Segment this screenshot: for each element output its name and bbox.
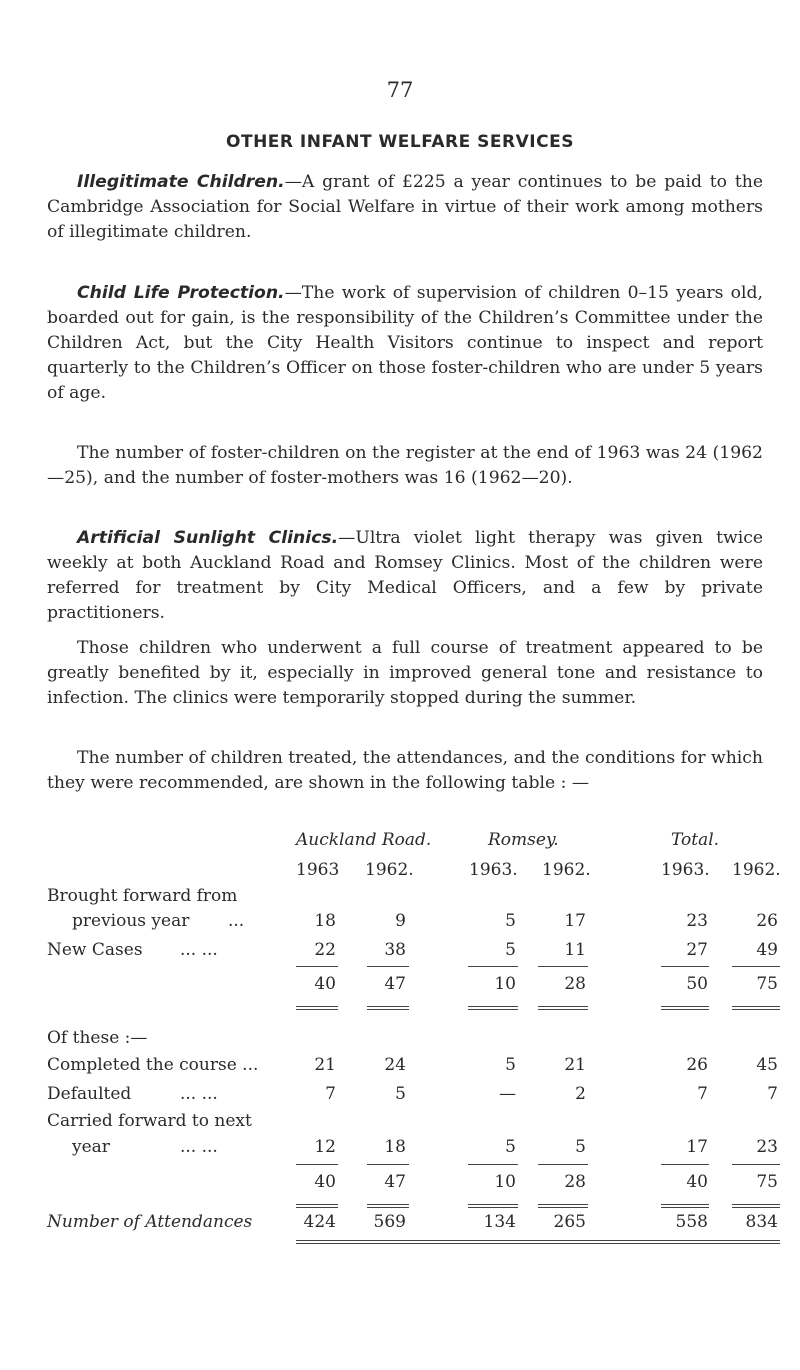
- paragraph-sunlight: [47, 526, 763, 626]
- rule-double: [538, 1006, 588, 1010]
- rule-single: [296, 966, 338, 967]
- rule-double: [661, 1006, 709, 1010]
- rule-single: [732, 1164, 780, 1165]
- year-header: 1962.: [542, 860, 591, 880]
- rule-double: [367, 1006, 409, 1010]
- row-label-completed: Completed the course ...: [47, 1055, 259, 1075]
- rule-single: [732, 966, 780, 967]
- rule-single: [367, 966, 409, 967]
- year-header: 1963.: [661, 860, 710, 880]
- table-cell: 75: [756, 974, 778, 994]
- rule-single: [468, 966, 518, 967]
- group-header-total: Total.: [671, 830, 720, 850]
- rule-single: [538, 1164, 588, 1165]
- row-label-defaulted: Defaulted: [47, 1084, 132, 1104]
- paragraph-benefit: Those children who underwent a full course of treatment appeared to be greatly benefited by it, especially in improved general tone and resistance to infection. The clinics were temporarily stopped during the summer.: [47, 638, 763, 708]
- paragraph-table-intro: The number of children treated, the attendances, and the conditions for which they were recommended, are shown in the following table : —: [47, 748, 763, 793]
- year-header: 1963: [296, 860, 340, 880]
- heading-illegitimate: Illegitimate Children.: [77, 172, 285, 192]
- table-cell: 22: [314, 940, 336, 960]
- table-cell: 75: [756, 1172, 778, 1192]
- rule-single: [468, 1164, 518, 1165]
- table-cell: 5: [395, 1084, 406, 1104]
- rule-double: [468, 1006, 518, 1010]
- table-cell: 265: [553, 1212, 586, 1232]
- heading-sunlight: Artificial Sunlight Clinics.: [77, 528, 339, 548]
- table-cell: 40: [686, 1172, 708, 1192]
- table-cell: 11: [564, 940, 586, 960]
- table-cell: 38: [384, 940, 406, 960]
- table-cell: 18: [314, 911, 336, 931]
- table-cell: 47: [384, 974, 406, 994]
- rule-single: [367, 1164, 409, 1165]
- row-label-new-cases: New Cases: [47, 940, 143, 960]
- table-cell: 10: [494, 1172, 516, 1192]
- row-label-of-these: Of these :—: [47, 1028, 148, 1048]
- table-cell: —: [499, 1084, 516, 1104]
- rule-double-bottom: [296, 1240, 780, 1244]
- table-cell: 27: [686, 940, 708, 960]
- rule-double: [732, 1006, 780, 1010]
- text-illegitimate: —A grant of £225 a year continues to be paid to the Cambridge Association for Social Welfare in virtue of their work among mothers of illegitimate children.: [47, 172, 763, 242]
- table-cell: 47: [384, 1172, 406, 1192]
- table-cell: 26: [756, 911, 778, 931]
- table-cell: 50: [686, 974, 708, 994]
- table-cell: 134: [483, 1212, 516, 1232]
- table-cell: 17: [564, 911, 586, 931]
- table-cell: 424: [303, 1212, 336, 1232]
- rule-single: [538, 966, 588, 967]
- page-title: OTHER INFANT WELFARE SERVICES: [226, 132, 574, 152]
- table-cell: 45: [756, 1055, 778, 1075]
- table-cell: 558: [675, 1212, 708, 1232]
- table-cell: 23: [756, 1137, 778, 1157]
- table-cell: 834: [745, 1212, 778, 1232]
- table-cell: 21: [314, 1055, 336, 1075]
- year-header: 1963.: [469, 860, 518, 880]
- rule-double: [661, 1204, 709, 1208]
- paragraph-illegitimate: [47, 170, 763, 245]
- table-cell: 2: [575, 1084, 586, 1104]
- rule-single: [661, 1164, 709, 1165]
- group-header-romsey: Romsey.: [488, 830, 559, 850]
- row-label-year: year: [72, 1137, 110, 1157]
- page-number: 77: [386, 78, 414, 102]
- table-cell: 40: [314, 1172, 336, 1192]
- table-cell: 17: [686, 1137, 708, 1157]
- text-sunlight: —Ultra violet light therapy was given twice weekly at both Auckland Road and Romsey Clinics. Most of the children were referred for treatment by City Medical Officers, and a few by private practitioners.: [47, 528, 764, 623]
- table-cell: 21: [564, 1055, 586, 1075]
- table-cell: 10: [494, 974, 516, 994]
- row-label-previous-year: previous year: [72, 911, 190, 931]
- row-label-brought-forward: Brought forward from: [47, 886, 238, 906]
- table-cell: 5: [505, 1055, 516, 1075]
- rule-double: [296, 1006, 338, 1010]
- table-cell: 23: [686, 911, 708, 931]
- group-header-auckland: Auckland Road.: [296, 830, 432, 850]
- text-child-life: —The work of supervision of children 0–15 years old, boarded out for gain, is the responsibility of the Children’s Committee under the Children Act, but the City Health Visitors continue to inspect and report quarterly to the Children’s Officer on those foster-children who are under 5 years of age.: [47, 283, 763, 403]
- table-cell: 7: [697, 1084, 708, 1104]
- table-cell: 26: [686, 1055, 708, 1075]
- heading-child-life: Child Life Protection.: [77, 283, 285, 303]
- table-cell: 5: [575, 1137, 586, 1157]
- table-cell: 9: [395, 911, 406, 931]
- table-cell: 18: [384, 1137, 406, 1157]
- rule-double: [468, 1204, 518, 1208]
- year-header: 1962.: [732, 860, 781, 880]
- table-cell: 5: [505, 911, 516, 931]
- row-label-attendances: Number of Attendances: [47, 1212, 253, 1232]
- row-label-carried-forward: Carried forward to next: [47, 1111, 252, 1131]
- table-cell: 40: [314, 974, 336, 994]
- leader-dots: ... ...: [180, 1137, 218, 1157]
- rule-single: [296, 1164, 338, 1165]
- table-cell: 7: [325, 1084, 336, 1104]
- rule-double: [367, 1204, 409, 1208]
- year-header: 1962.: [365, 860, 414, 880]
- rule-double: [296, 1204, 338, 1208]
- table-cell: 5: [505, 940, 516, 960]
- leader-dots: ... ...: [180, 940, 218, 960]
- table-cell: 24: [384, 1055, 406, 1075]
- table-cell: 12: [314, 1137, 336, 1157]
- rule-double: [538, 1204, 588, 1208]
- paragraph-child-life: [47, 281, 763, 406]
- table-cell: 7: [767, 1084, 778, 1104]
- paragraph-foster: The number of foster-children on the register at the end of 1963 was 24 (1962—25), and the number of foster-mothers was 16 (1962—20).: [47, 443, 763, 488]
- table-cell: 569: [373, 1212, 406, 1232]
- rule-single: [661, 966, 709, 967]
- table-cell: 28: [564, 974, 586, 994]
- table-cell: 28: [564, 1172, 586, 1192]
- leader-dots: ... ...: [180, 1084, 218, 1104]
- rule-double: [732, 1204, 780, 1208]
- table-cell: 49: [756, 940, 778, 960]
- leader-dots: ...: [228, 911, 245, 931]
- table-cell: 5: [505, 1137, 516, 1157]
